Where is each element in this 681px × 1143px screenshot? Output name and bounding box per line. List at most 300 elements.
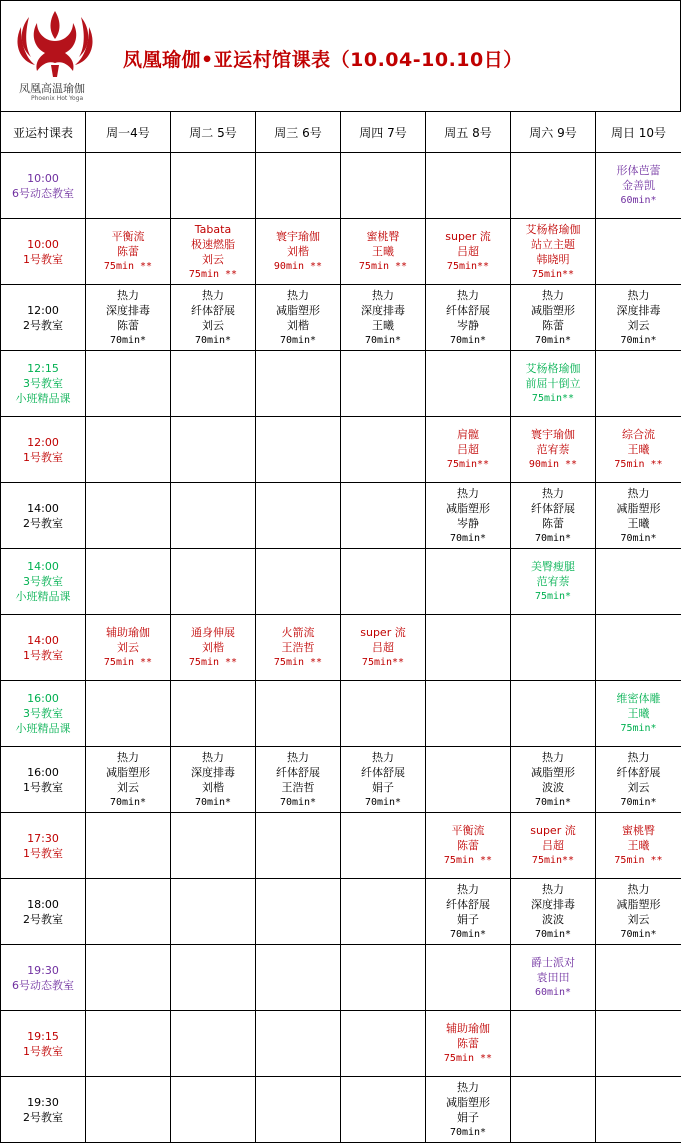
class-duration: 70min* [511, 795, 595, 810]
class-duration: 70min* [256, 333, 340, 348]
instructor-name: 范宥萘 [511, 442, 595, 457]
class-name-line: 深度排毒 [341, 303, 425, 318]
time-slot-cell [1, 351, 86, 417]
class-duration: 60min* [596, 193, 681, 208]
class-duration: 70min* [341, 795, 425, 810]
column-header-day: 周六 9号 [511, 112, 596, 153]
instructor-name: 吕超 [341, 640, 425, 655]
schedule-row [1, 813, 681, 879]
instructor-name: 范宥萘 [511, 574, 595, 589]
instructor-name: 前屈十倒立 [511, 376, 595, 391]
class-duration: 70min* [426, 1125, 510, 1140]
class-duration: 75min ** [171, 655, 255, 670]
class-duration: 75min** [511, 391, 595, 406]
slot-time: 16:00 [1, 691, 85, 706]
empty-cell [86, 1077, 171, 1143]
empty-cell [511, 153, 596, 219]
class-duration: 75min** [511, 267, 595, 282]
class-cell [596, 747, 681, 813]
empty-cell [426, 747, 511, 813]
empty-cell [256, 153, 341, 219]
column-header-day: 周一4号 [86, 112, 171, 153]
empty-cell [341, 813, 426, 879]
class-cell [86, 285, 171, 351]
time-slot-cell [1, 615, 86, 681]
header [0, 0, 681, 111]
class-cell [511, 879, 596, 945]
class-duration: 75min ** [596, 853, 681, 868]
empty-cell [171, 351, 256, 417]
slot-room: 3号教室 [1, 376, 85, 391]
class-duration: 90min ** [256, 259, 340, 274]
class-cell [511, 813, 596, 879]
empty-cell [171, 417, 256, 483]
empty-cell [426, 351, 511, 417]
class-name-line: 热力 [426, 486, 510, 501]
class-duration: 75min ** [256, 655, 340, 670]
empty-cell [256, 1011, 341, 1077]
class-duration: 70min* [341, 333, 425, 348]
slot-room: 3号教室 [1, 574, 85, 589]
class-cell [86, 219, 171, 285]
instructor-name: 陈蕾 [86, 244, 170, 259]
class-name-line: super 流 [341, 625, 425, 640]
class-duration: 70min* [171, 795, 255, 810]
class-duration: 70min* [426, 927, 510, 942]
instructor-name: 王浩哲 [256, 640, 340, 655]
class-name-line: 热力 [596, 288, 681, 303]
empty-cell [86, 549, 171, 615]
class-name-line: Tabata [171, 222, 255, 237]
class-name-line: 艾杨格瑜伽 [511, 361, 595, 376]
logo-text-cn: 凤凰高温瑜伽 [19, 80, 85, 96]
class-cell [426, 1077, 511, 1143]
instructor-name: 刘楷 [171, 780, 255, 795]
slot-room: 1号教室 [1, 252, 85, 267]
class-duration: 70min* [511, 927, 595, 942]
empty-cell [596, 351, 681, 417]
slot-time: 14:00 [1, 633, 85, 648]
class-duration: 75min** [426, 259, 510, 274]
slot-room: 6号动态教室 [1, 978, 85, 993]
instructor-name: 吕超 [426, 442, 510, 457]
schedule-row [1, 153, 681, 219]
class-cell [86, 615, 171, 681]
empty-cell [256, 417, 341, 483]
schedule-row [1, 879, 681, 945]
class-name-line: 减脂塑形 [596, 501, 681, 516]
class-duration: 75min* [511, 589, 595, 604]
class-cell [256, 615, 341, 681]
class-duration: 70min* [171, 333, 255, 348]
slot-room: 6号动态教室 [1, 186, 85, 201]
class-duration: 75min ** [341, 259, 425, 274]
slot-time: 17:30 [1, 831, 85, 846]
empty-cell [341, 417, 426, 483]
schedule-row [1, 681, 681, 747]
slot-time: 12:00 [1, 435, 85, 450]
empty-cell [511, 681, 596, 747]
empty-cell [596, 1011, 681, 1077]
class-cell [171, 219, 256, 285]
class-cell [341, 219, 426, 285]
class-duration: 75min ** [426, 1051, 510, 1066]
instructor-name: 吕超 [511, 838, 595, 853]
schedule-row [1, 417, 681, 483]
empty-cell [86, 681, 171, 747]
time-slot-cell [1, 549, 86, 615]
header-row [1, 112, 681, 153]
class-name-line: 平衡流 [426, 823, 510, 838]
column-header-day: 周五 8号 [426, 112, 511, 153]
schedule-row [1, 615, 681, 681]
slot-time: 10:00 [1, 171, 85, 186]
time-slot-cell [1, 1077, 86, 1143]
schedule-row [1, 1077, 681, 1143]
instructor-name: 刘云 [171, 318, 255, 333]
instructor-name: 王曦 [596, 442, 681, 457]
class-cell [256, 219, 341, 285]
class-name-line: 热力 [256, 288, 340, 303]
schedule-row [1, 483, 681, 549]
class-name-line: 热力 [86, 750, 170, 765]
empty-cell [341, 945, 426, 1011]
slot-time: 19:15 [1, 1029, 85, 1044]
empty-cell [341, 681, 426, 747]
schedule-table [0, 111, 681, 1143]
slot-time: 12:00 [1, 303, 85, 318]
class-name-line: 火箭流 [256, 625, 340, 640]
slot-room: 1号教室 [1, 450, 85, 465]
empty-cell [171, 681, 256, 747]
empty-cell [596, 219, 681, 285]
instructor-name: 岑静 [426, 516, 510, 531]
class-name-line: 减脂塑形 [511, 765, 595, 780]
class-duration: 75min* [596, 721, 681, 736]
class-name-line: 肩髋 [426, 427, 510, 442]
slot-extra: 小班精品课 [1, 589, 85, 604]
slot-time: 19:30 [1, 963, 85, 978]
slot-extra: 小班精品课 [1, 391, 85, 406]
empty-cell [341, 153, 426, 219]
empty-cell [511, 615, 596, 681]
class-name-line: 蜜桃臀 [596, 823, 681, 838]
class-cell [596, 417, 681, 483]
slot-room: 2号教室 [1, 912, 85, 927]
instructor-name: 陈蕾 [511, 318, 595, 333]
empty-cell [86, 813, 171, 879]
class-name-line: 维密体雕 [596, 691, 681, 706]
class-cell [171, 615, 256, 681]
instructor-name: 刘云 [596, 318, 681, 333]
instructor-name: 陈蕾 [86, 318, 170, 333]
class-cell [426, 285, 511, 351]
empty-cell [171, 1077, 256, 1143]
instructor-name: 娟子 [426, 1110, 510, 1125]
instructor-name: 陈蕾 [511, 516, 595, 531]
slot-time: 14:00 [1, 559, 85, 574]
class-name-line: 减脂塑形 [86, 765, 170, 780]
empty-cell [426, 681, 511, 747]
slot-time: 14:00 [1, 501, 85, 516]
time-slot-cell [1, 219, 86, 285]
schedule-row [1, 1011, 681, 1077]
instructor-name: 王曦 [596, 516, 681, 531]
time-slot-cell [1, 285, 86, 351]
time-slot-cell [1, 483, 86, 549]
column-header-day: 周二 5号 [171, 112, 256, 153]
time-slot-cell [1, 945, 86, 1011]
empty-cell [426, 549, 511, 615]
class-name-line: 减脂塑形 [596, 897, 681, 912]
empty-cell [86, 879, 171, 945]
time-slot-cell [1, 879, 86, 945]
empty-cell [86, 351, 171, 417]
class-name-line: 热力 [511, 750, 595, 765]
class-name-line: 热力 [86, 288, 170, 303]
empty-cell [426, 153, 511, 219]
logo-text-en: Phoenix Hot Yoga [31, 95, 83, 102]
class-name-line: 纤体舒展 [426, 897, 510, 912]
instructor-name: 王曦 [341, 244, 425, 259]
class-name-line: 寰宇瑜伽 [256, 229, 340, 244]
class-name-line: 平衡流 [86, 229, 170, 244]
class-cell [256, 747, 341, 813]
class-name-line: 减脂塑形 [426, 1095, 510, 1110]
class-name-line: 热力 [171, 288, 255, 303]
column-header-day: 周三 6号 [256, 112, 341, 153]
class-cell [511, 219, 596, 285]
slot-room: 2号教室 [1, 516, 85, 531]
empty-cell [341, 351, 426, 417]
class-duration: 70min* [511, 531, 595, 546]
slot-time: 16:00 [1, 765, 85, 780]
empty-cell [171, 483, 256, 549]
class-name-line: 减脂塑形 [256, 303, 340, 318]
class-name-line: 热力 [511, 486, 595, 501]
empty-cell [171, 549, 256, 615]
class-name-line: 热力 [426, 288, 510, 303]
class-name-line: 艾杨格瑜伽 [511, 222, 595, 237]
class-name-line: 热力 [596, 750, 681, 765]
class-cell [426, 483, 511, 549]
time-slot-cell [1, 681, 86, 747]
empty-cell [341, 1011, 426, 1077]
empty-cell [256, 549, 341, 615]
empty-cell [86, 417, 171, 483]
slot-room: 1号教室 [1, 846, 85, 861]
class-cell [596, 681, 681, 747]
column-header-title: 亚运村课表 [1, 112, 86, 153]
instructor-name: 刘云 [86, 780, 170, 795]
schedule-row [1, 747, 681, 813]
class-duration: 75min ** [171, 267, 255, 282]
instructor-name: 王曦 [596, 838, 681, 853]
class-name-line: 纤体舒展 [596, 765, 681, 780]
class-name-line: 美臀瘦腿 [511, 559, 595, 574]
instructor-name: 金善凯 [596, 178, 681, 193]
class-name-line: 热力 [511, 288, 595, 303]
instructor-name: 袁田田 [511, 970, 595, 985]
class-duration: 70min* [511, 333, 595, 348]
class-name-line: 热力 [426, 882, 510, 897]
page-title: 凤凰瑜伽•亚运村馆课表（10.04-10.10日） [123, 45, 523, 72]
empty-cell [596, 945, 681, 1011]
class-duration: 75min** [341, 655, 425, 670]
class-duration: 75min ** [596, 457, 681, 472]
time-slot-cell [1, 153, 86, 219]
slot-room: 3号教室 [1, 706, 85, 721]
slot-time: 12:15 [1, 361, 85, 376]
class-name-line: 热力 [341, 288, 425, 303]
empty-cell [171, 1011, 256, 1077]
instructor-name: 刘云 [596, 912, 681, 927]
instructor-name: 王曦 [341, 318, 425, 333]
class-cell [426, 879, 511, 945]
slot-time: 10:00 [1, 237, 85, 252]
class-cell [426, 1011, 511, 1077]
empty-cell [256, 681, 341, 747]
instructor-name: 王曦 [596, 706, 681, 721]
empty-cell [86, 945, 171, 1011]
class-name-line: 热力 [256, 750, 340, 765]
empty-cell [256, 1077, 341, 1143]
class-name-line: 通身伸展 [171, 625, 255, 640]
empty-cell [171, 813, 256, 879]
class-cell [596, 879, 681, 945]
slot-time: 19:30 [1, 1095, 85, 1110]
class-name-line: 深度排毒 [171, 765, 255, 780]
class-duration: 70min* [256, 795, 340, 810]
empty-cell [596, 549, 681, 615]
empty-cell [426, 615, 511, 681]
time-slot-cell [1, 417, 86, 483]
class-cell [341, 615, 426, 681]
empty-cell [256, 351, 341, 417]
empty-cell [256, 945, 341, 1011]
class-name-line: 辅助瑜伽 [426, 1021, 510, 1036]
class-name-line: 深度排毒 [511, 897, 595, 912]
instructor-name: 娟子 [426, 912, 510, 927]
class-duration: 75min** [426, 457, 510, 472]
instructor-name: 波波 [511, 780, 595, 795]
class-duration: 70min* [426, 531, 510, 546]
empty-cell [511, 1011, 596, 1077]
instructor-name: 韩晓明 [511, 252, 595, 267]
class-cell [596, 813, 681, 879]
empty-cell [171, 153, 256, 219]
class-name-line: 纤体舒展 [256, 765, 340, 780]
class-cell [511, 549, 596, 615]
class-cell [256, 285, 341, 351]
empty-cell [341, 1077, 426, 1143]
time-slot-cell [1, 747, 86, 813]
instructor-name: 王浩哲 [256, 780, 340, 795]
time-slot-cell [1, 1011, 86, 1077]
class-name-line: 减脂塑形 [426, 501, 510, 516]
slot-extra: 小班精品课 [1, 721, 85, 736]
class-name-line: 热力 [511, 882, 595, 897]
class-name-line: 爵士派对 [511, 955, 595, 970]
empty-cell [86, 153, 171, 219]
class-cell [171, 285, 256, 351]
class-cell [426, 417, 511, 483]
class-duration: 75min ** [86, 259, 170, 274]
class-cell [596, 153, 681, 219]
slot-room: 1号教室 [1, 648, 85, 663]
empty-cell [596, 615, 681, 681]
class-duration: 90min ** [511, 457, 595, 472]
class-cell [596, 483, 681, 549]
class-name-line: 热力 [426, 1080, 510, 1095]
schedule-row [1, 285, 681, 351]
empty-cell [341, 549, 426, 615]
empty-cell [341, 483, 426, 549]
instructor-name: 刘楷 [171, 640, 255, 655]
class-cell [171, 747, 256, 813]
schedule-row [1, 219, 681, 285]
class-duration: 70min* [86, 795, 170, 810]
class-name-line: 站立主题 [511, 237, 595, 252]
class-duration: 70min* [596, 795, 681, 810]
class-cell [596, 285, 681, 351]
slot-room: 1号教室 [1, 1044, 85, 1059]
class-name-line: 极速燃脂 [171, 237, 255, 252]
column-header-day: 周日 10号 [596, 112, 681, 153]
instructor-name: 波波 [511, 912, 595, 927]
instructor-name: 娟子 [341, 780, 425, 795]
empty-cell [256, 879, 341, 945]
empty-cell [256, 483, 341, 549]
schedule-row [1, 549, 681, 615]
class-cell [341, 747, 426, 813]
class-cell [511, 351, 596, 417]
instructor-name: 刘云 [596, 780, 681, 795]
instructor-name: 刘云 [171, 252, 255, 267]
class-duration: 70min* [596, 333, 681, 348]
empty-cell [511, 1077, 596, 1143]
class-name-line: super 流 [426, 229, 510, 244]
class-name-line: 减脂塑形 [511, 303, 595, 318]
class-name-line: 纤体舒展 [171, 303, 255, 318]
empty-cell [86, 483, 171, 549]
instructor-name: 刘楷 [256, 318, 340, 333]
empty-cell [341, 879, 426, 945]
empty-cell [256, 813, 341, 879]
class-name-line: 纤体舒展 [341, 765, 425, 780]
class-name-line: 深度排毒 [86, 303, 170, 318]
slot-room: 2号教室 [1, 318, 85, 333]
class-cell [341, 285, 426, 351]
schedule-row [1, 945, 681, 1011]
class-name-line: 纤体舒展 [426, 303, 510, 318]
class-cell [511, 417, 596, 483]
class-cell [511, 945, 596, 1011]
empty-cell [596, 1077, 681, 1143]
class-duration: 75min ** [86, 655, 170, 670]
class-name-line: 深度排毒 [596, 303, 681, 318]
slot-room: 1号教室 [1, 780, 85, 795]
empty-cell [426, 945, 511, 1011]
slot-room: 2号教室 [1, 1110, 85, 1125]
class-name-line: 形体芭蕾 [596, 163, 681, 178]
instructor-name: 岑静 [426, 318, 510, 333]
class-cell [86, 747, 171, 813]
class-name-line: 综合流 [596, 427, 681, 442]
class-name-line: 蜜桃臀 [341, 229, 425, 244]
class-name-line: super 流 [511, 823, 595, 838]
class-cell [426, 219, 511, 285]
